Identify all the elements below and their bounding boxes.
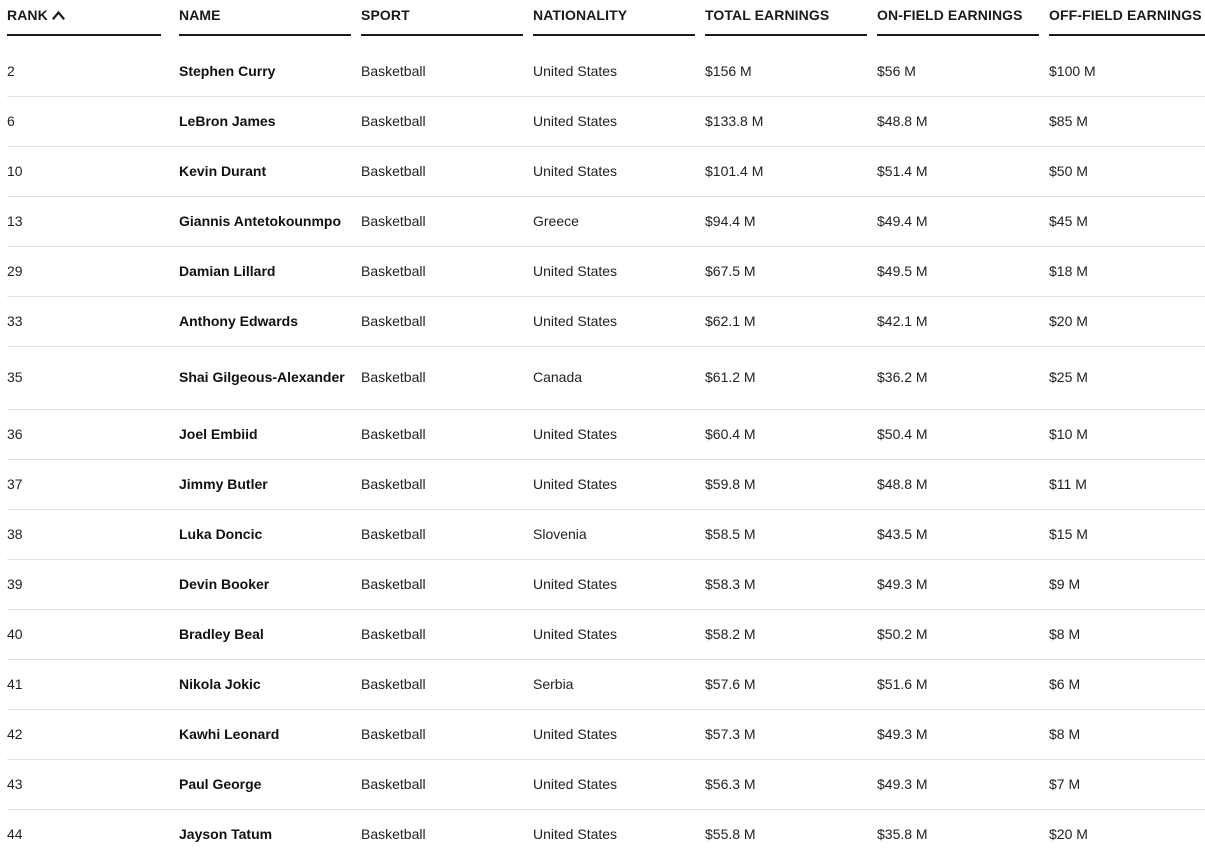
table-row: [7, 410, 1205, 460]
off-field-earnings-cell: $50 M: [1049, 162, 1088, 179]
total-earnings-cell: $57.6 M: [705, 675, 756, 692]
total-earnings-cell: $156 M: [705, 62, 752, 79]
off-field-earnings-cell: $6 M: [1049, 675, 1081, 692]
sport-cell: Basketball: [361, 675, 426, 692]
off-field-earnings-cell: $100 M: [1049, 62, 1096, 79]
name-cell: Luka Doncic: [179, 525, 263, 542]
nationality-cell: United States: [533, 826, 618, 842]
table-row: [7, 97, 1205, 147]
table-row: [7, 610, 1205, 660]
table-row: [7, 460, 1205, 510]
total-earnings-cell: $62.1 M: [705, 312, 756, 329]
rank-cell: 42: [7, 725, 23, 742]
nationality-cell: United States: [533, 625, 618, 642]
table-row: [7, 810, 1205, 860]
off-field-earnings-cell: $7 M: [1049, 775, 1081, 792]
name-cell: LeBron James: [179, 112, 276, 129]
total-earnings-cell: $59.8 M: [705, 475, 756, 492]
rank-cell: 10: [7, 162, 23, 179]
sport-cell: Basketball: [361, 775, 426, 792]
nationality-cell: United States: [533, 262, 618, 279]
rank-cell: 2: [7, 62, 15, 79]
total-earnings-cell: $61.2 M: [705, 369, 756, 385]
column-header-off-field-earnings[interactable]: OFF-FIELD EARNINGS: [1049, 0, 1205, 36]
nationality-cell: Slovenia: [533, 525, 587, 542]
table-row: [7, 147, 1205, 197]
sport-cell: Basketball: [361, 475, 426, 492]
on-field-earnings-cell: $48.8 M: [877, 475, 928, 492]
off-field-earnings-cell: $15 M: [1049, 525, 1088, 542]
on-field-earnings-cell: $49.3 M: [877, 575, 928, 592]
name-cell: Paul George: [179, 775, 262, 792]
total-earnings-cell: $101.4 M: [705, 162, 764, 179]
on-field-earnings-cell: $56 M: [877, 62, 916, 79]
table-row: [7, 760, 1205, 810]
on-field-earnings-cell: $49.4 M: [877, 212, 928, 229]
nationality-cell: United States: [533, 575, 618, 592]
rank-cell: 13: [7, 212, 23, 229]
sport-cell: Basketball: [361, 369, 426, 385]
name-cell: Kawhi Leonard: [179, 725, 280, 742]
sport-cell: Basketball: [361, 826, 426, 842]
off-field-earnings-cell: $20 M: [1049, 826, 1088, 842]
column-header-nationality[interactable]: NATIONALITY: [533, 0, 695, 36]
table-body: [7, 47, 1205, 860]
column-header-total-earnings[interactable]: TOTAL EARNINGS: [705, 0, 867, 36]
nationality-cell: United States: [533, 112, 618, 129]
total-earnings-cell: $58.3 M: [705, 575, 756, 592]
off-field-earnings-cell: $8 M: [1049, 725, 1081, 742]
nationality-cell: United States: [533, 62, 618, 79]
sport-cell: Basketball: [361, 575, 426, 592]
total-earnings-cell: $133.8 M: [705, 112, 764, 129]
rank-cell: 29: [7, 262, 23, 279]
off-field-earnings-cell: $9 M: [1049, 575, 1081, 592]
chevron-up-icon: [52, 10, 65, 20]
on-field-earnings-cell: $50.2 M: [877, 625, 928, 642]
table-row: [7, 660, 1205, 710]
name-cell: Bradley Beal: [179, 625, 264, 642]
column-header-label: RANK: [7, 7, 48, 23]
total-earnings-cell: $60.4 M: [705, 425, 756, 442]
off-field-earnings-cell: $8 M: [1049, 625, 1081, 642]
nationality-cell: United States: [533, 475, 618, 492]
rank-cell: 33: [7, 312, 23, 329]
name-cell: Devin Booker: [179, 575, 270, 592]
nationality-cell: United States: [533, 725, 618, 742]
table-row: [7, 197, 1205, 247]
total-earnings-cell: $58.5 M: [705, 525, 756, 542]
table-header: [7, 0, 1205, 37]
name-cell: Kevin Durant: [179, 162, 267, 179]
on-field-earnings-cell: $50.4 M: [877, 425, 928, 442]
sport-cell: Basketball: [361, 62, 426, 79]
on-field-earnings-cell: $49.5 M: [877, 262, 928, 279]
name-cell: Stephen Curry: [179, 62, 276, 79]
table-row: [7, 247, 1205, 297]
off-field-earnings-cell: $85 M: [1049, 112, 1088, 129]
on-field-earnings-cell: $51.6 M: [877, 675, 928, 692]
name-cell: Anthony Edwards: [179, 312, 299, 329]
rank-cell: 6: [7, 112, 15, 129]
on-field-earnings-cell: $35.8 M: [877, 826, 928, 842]
on-field-earnings-cell: $43.5 M: [877, 525, 928, 542]
sport-cell: Basketball: [361, 625, 426, 642]
rank-cell: 43: [7, 775, 23, 792]
sport-cell: Basketball: [361, 525, 426, 542]
name-cell: Shai Gilgeous-Alexander: [179, 369, 345, 385]
sport-cell: Basketball: [361, 312, 426, 329]
total-earnings-cell: $94.4 M: [705, 212, 756, 229]
table-row: [7, 510, 1205, 560]
total-earnings-cell: $58.2 M: [705, 625, 756, 642]
rank-cell: 37: [7, 475, 23, 492]
off-field-earnings-cell: $20 M: [1049, 312, 1088, 329]
earnings-table: [7, 0, 1205, 842]
off-field-earnings-cell: $25 M: [1049, 369, 1088, 385]
nationality-cell: Serbia: [533, 675, 574, 692]
off-field-earnings-cell: $45 M: [1049, 212, 1088, 229]
rank-cell: 41: [7, 675, 23, 692]
column-header-rank[interactable]: [7, 0, 161, 36]
table-row: [7, 297, 1205, 347]
nationality-cell: Greece: [533, 212, 579, 229]
total-earnings-cell: $57.3 M: [705, 725, 756, 742]
table-row: [7, 47, 1205, 97]
off-field-earnings-cell: $11 M: [1049, 475, 1087, 492]
nationality-cell: United States: [533, 162, 618, 179]
nationality-cell: Canada: [533, 369, 583, 385]
sport-cell: Basketball: [361, 262, 426, 279]
column-header-name[interactable]: NAME: [179, 0, 351, 36]
name-cell: Jayson Tatum: [179, 826, 273, 842]
rank-cell: 39: [7, 575, 23, 592]
sport-cell: Basketball: [361, 162, 426, 179]
total-earnings-cell: $56.3 M: [705, 775, 756, 792]
rank-cell: 44: [7, 826, 23, 842]
column-header-sport[interactable]: SPORT: [361, 0, 523, 36]
nationality-cell: United States: [533, 775, 618, 792]
nationality-cell: United States: [533, 425, 618, 442]
name-cell: Giannis Antetokounmpo: [179, 212, 342, 229]
sport-cell: Basketball: [361, 725, 426, 742]
rank-cell: 35: [7, 369, 23, 385]
total-earnings-cell: $55.8 M: [705, 826, 756, 842]
on-field-earnings-cell: $49.3 M: [877, 775, 928, 792]
rank-cell: 36: [7, 425, 23, 442]
table-row: [7, 560, 1205, 610]
sport-cell: Basketball: [361, 425, 426, 442]
column-header-on-field-earnings[interactable]: ON-FIELD EARNINGS: [877, 0, 1039, 36]
name-cell: Nikola Jokic: [179, 675, 261, 692]
name-cell: Damian Lillard: [179, 262, 276, 279]
off-field-earnings-cell: $18 M: [1049, 262, 1088, 279]
rank-cell: 38: [7, 525, 23, 542]
sport-cell: Basketball: [361, 112, 426, 129]
on-field-earnings-cell: $42.1 M: [877, 312, 928, 329]
table-row: [7, 710, 1205, 760]
table-row: [7, 347, 1205, 410]
on-field-earnings-cell: $36.2 M: [877, 369, 928, 385]
rank-cell: 40: [7, 625, 23, 642]
off-field-earnings-cell: $10 M: [1049, 425, 1088, 442]
name-cell: Jimmy Butler: [179, 475, 268, 492]
name-cell: Joel Embiid: [179, 425, 258, 442]
total-earnings-cell: $67.5 M: [705, 262, 756, 279]
sport-cell: Basketball: [361, 212, 426, 229]
on-field-earnings-cell: $48.8 M: [877, 112, 928, 129]
on-field-earnings-cell: $49.3 M: [877, 725, 928, 742]
on-field-earnings-cell: $51.4 M: [877, 162, 928, 179]
nationality-cell: United States: [533, 312, 618, 329]
